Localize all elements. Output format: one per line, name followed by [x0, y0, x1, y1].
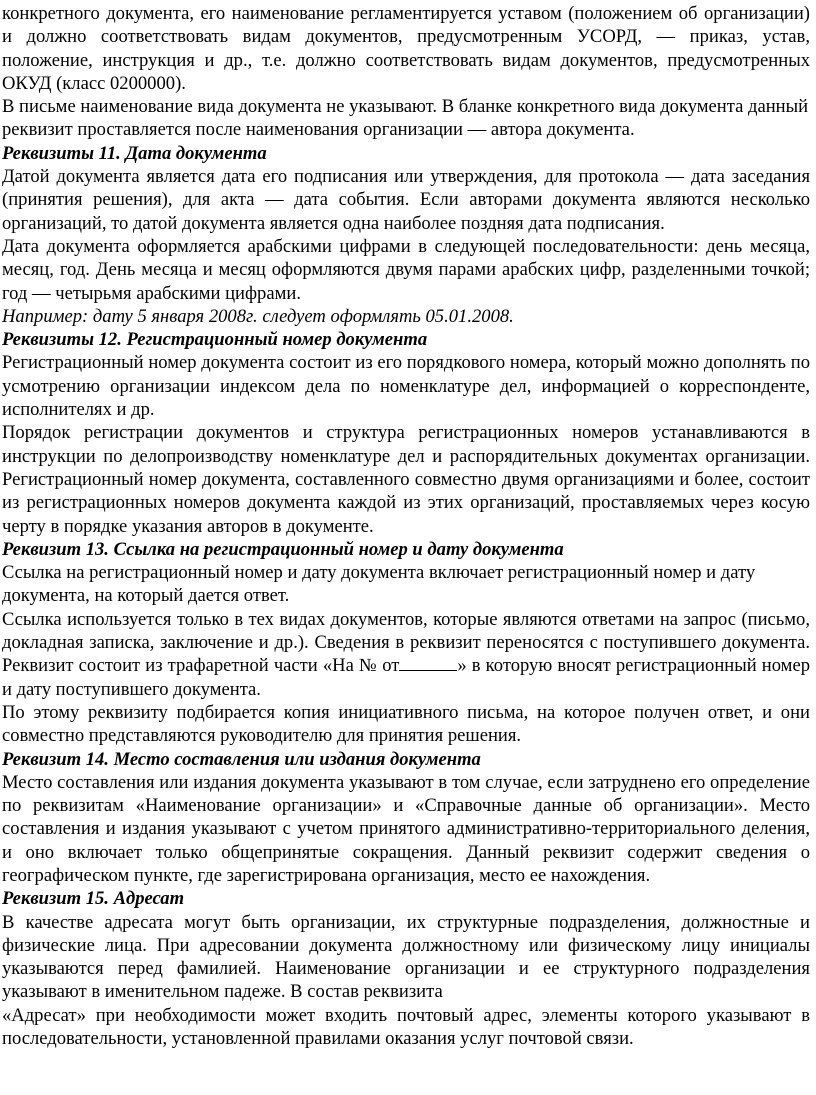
paragraph-reg-number: Регистрационный номер документа состоит из его порядкового номера, который можно дополнять по усмотрению организации индексом дела по номенклатуре дел, информацией о корреспонденте, исполнителях и др. — [2, 352, 810, 421]
heading-requisite-15: Реквизит 15. Адресат — [2, 888, 185, 910]
heading-requisite-11: Реквизиты 11. Дата документа — [2, 142, 267, 164]
paragraph-reference-copy: По этому реквизиту подбирается копия инициативного письма, на которое получен ответ, и они совместно представляются руководителю для принятия решения. — [2, 701, 810, 747]
paragraph-reference-usage — [2, 608, 810, 701]
blank-line — [399, 656, 457, 671]
paragraph-addressee-postal: «Адресат» при необходимости может входить почтовый адрес, элементы которого указывают в последовательности, установленной правилами оказания услуг почтовой связи. — [2, 1004, 810, 1050]
heading-requisite-14: Реквизит 14. Место составления или издания документа — [2, 748, 481, 770]
date-example: Например: дату 5 января 2008г. следует оформлять 05.01.2008. — [2, 305, 514, 327]
reference-usage-text-end: » в которую вносят регистрационный номер и дату поступившего документа. — [2, 655, 810, 700]
paragraph-place: Место составления или издания документа указывают в том случае, если затруднено его определение по реквизитам «Наименование организации» и «Справочные данные об организации». Место составления и издания указывают с учетом принятого административно-территориального деления, и оно включает только общепринятые сокращения. Данный реквизит содержит сведения о географическом пункте, где зарегистрирована организация, место ее нахождения. — [2, 771, 810, 886]
paragraph-reference: Ссылка на регистрационный номер и дату документа включает регистрационный номер и дату документа, на который дается ответ. — [2, 562, 756, 607]
reference-usage-text: Ссылка используется только в тех видах документов, которые являются ответами на запрос (письмо, докладная записка, заключение и др.). Сведения в реквизит переносятся с поступившего документа. Реквизит состоит из трафаретной части «На № от — [2, 608, 810, 677]
heading-requisite-13: Реквизит 13. Ссылка на регистрационный номер и дату документа — [2, 538, 564, 560]
paragraph-addressee: В качестве адресата могут быть организации, их структурные подразделения, должностные и физические лица. При адресовании документа должностному или физическому лицу инициалы указываются перед фамилией. Наименование организации и ее структурного подразделения указывают в именительном падеже. В состав реквизита — [2, 911, 810, 1003]
paragraph-reg-order: Порядок регистрации документов и структура регистрационных номеров устанавливаются в инструкции по делопроизводству номенклатуре дел и распорядительных документах организации. Регистрационный номер документа, составленного совместно двумя организациями и более, состоит из регистрационных номеров документа каждой из этих организаций, проставляемых через косую черту в порядке указания авторов в документе. — [2, 422, 810, 537]
paragraph-date-format: Дата документа оформляется арабскими цифрами в следующей последовательности: день месяца, месяц, год. День месяца и месяц оформляются двумя парами арабских цифр, разделенными точкой; год — четырьмя арабскими цифрами. — [2, 235, 810, 304]
heading-requisite-12: Реквизиты 12. Регистрационный номер документа — [2, 329, 428, 351]
paragraph-document-date: Датой документа является дата его подписания или утверждения, для протокола — дата заседания (принятия решения), для акта — дата события. Если авторами документа являются несколько организаций, то датой документа является одна наиболее поздняя дата подписания. — [2, 166, 810, 234]
paragraph-letter-note: В письме наименование вида документа не указывают. В бланке конкретного вида документа данный реквизит проставляется после наименования организации — автора документа. — [2, 96, 809, 141]
paragraph-doc-type-name: конкретного документа, его наименование регламентируется уставом (положением об организации) и должно соответствовать видам документов, предусмотренным УСОРД, — приказ, устав, положение, инструкция и др., т.е. должно соответствовать видам документов, предусмотренных ОКУД (класс 0200000). — [2, 3, 810, 94]
